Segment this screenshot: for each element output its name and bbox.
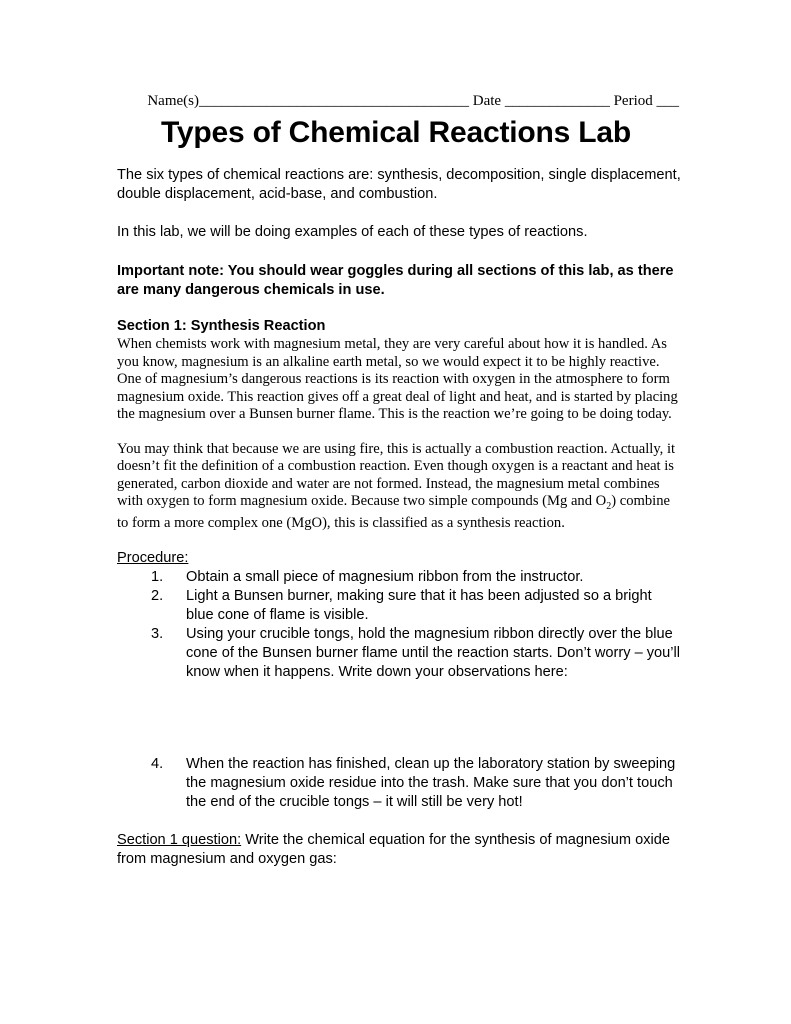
step-text: Obtain a small piece of magnesium ribbon from the instructor. (186, 568, 584, 585)
section-1-question (117, 831, 681, 869)
step-text: When the reaction has finished, clean up the laboratory station by sweeping the magnesium oxide residue into the trash. Make sure that you don’t touch the end of the crucible tongs – it will still be very hot! (186, 755, 676, 810)
step-number: 3. (151, 625, 164, 642)
period-field[interactable]: Period ___ (613, 93, 679, 109)
page-title: Types of Chemical Reactions Lab (160, 116, 632, 149)
header-fields (117, 92, 679, 110)
paragraph-2-text-a: You may think that because we are using fire, this is actually a combustion reaction. Actually, it doesn’t fit the definition of a combustion reaction. Even though oxygen is a reactant and heat is generated, carbon dioxide and water are not formed. Instead, the magnesium metal combines with oxygen to form magnesium oxide. Because two simple compounds (Mg and O (117, 440, 676, 509)
procedure-step (117, 568, 681, 587)
intro-types-paragraph: The six types of chemical reactions are: synthesis, decomposition, single displacement, double displacement, acid-base, and combustion. (117, 167, 681, 202)
step-number: 2. (151, 587, 164, 604)
step-number: 4. (151, 755, 164, 772)
section-1-paragraph-2 (117, 441, 681, 533)
date-field[interactable]: Date ______________ (472, 93, 610, 109)
step-text: Light a Bunsen burner, making sure that it has been adjusted so a bright blue cone of flame is visible. (186, 587, 652, 623)
paragraph-2-text-b: ) combine to form a more complex one (MgO), this is classified as a synthesis reaction. (117, 493, 670, 532)
section-1-paragraph-1: When chemists work with magnesium metal, they are very careful about how it is handled. As you know, magnesium is an alkaline earth metal, so we would expect it to be highly reactive. One of magnesium’s dangerous reactions is its reaction with oxygen in the atmosphere to form magnesium oxide. This reaction gives off a great deal of light and heat, and is started by placing the magnesium over a Bunsen burner flame. This is the reaction we’re going to be doing today. (117, 336, 678, 422)
step-number: 1. (151, 568, 164, 585)
procedure-step (117, 587, 681, 625)
question-label: Section 1 question: (117, 831, 242, 848)
procedure-steps (117, 568, 681, 812)
question-text: Write the chemical equation for the synthesis of magnesium oxide from magnesium and oxygen gas: (117, 831, 670, 867)
procedure-step (117, 755, 681, 812)
intro-lab-paragraph: In this lab, we will be doing examples of each of these types of reactions. (117, 224, 588, 240)
section-1-heading: Section 1: Synthesis Reaction (117, 318, 326, 334)
procedure-step (117, 625, 681, 682)
oxygen-subscript: 2 (606, 500, 612, 512)
procedure-label: Procedure: (117, 549, 189, 566)
step-text: Using your crucible tongs, hold the magnesium ribbon directly over the blue cone of the Bunsen burner flame until the reaction starts. Don’t worry – you’ll know when it happens. Write down your observations here: (186, 625, 681, 680)
name-field[interactable]: Name(s)____________________________________ (147, 93, 469, 109)
important-note: Important note: You should wear goggles during all sections of this lab, as there are many dangerous chemicals in use. (117, 263, 674, 298)
